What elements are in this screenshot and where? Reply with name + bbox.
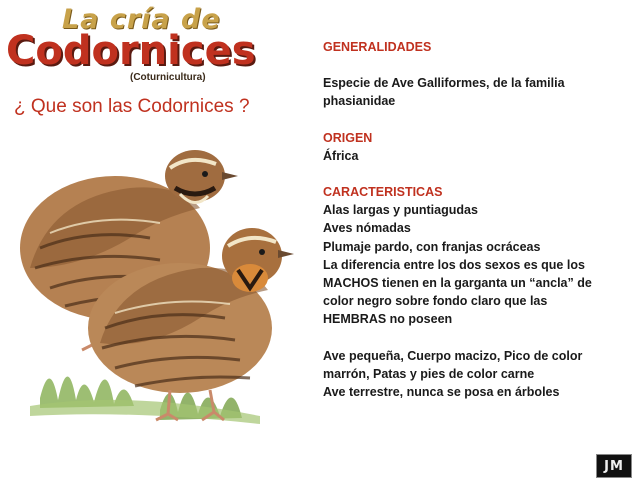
quail-pair-illustration bbox=[10, 128, 306, 428]
text-line: phasianidae bbox=[323, 94, 396, 109]
text-line: HEMBRAS no poseen bbox=[323, 312, 453, 327]
info-text-block bbox=[323, 38, 629, 401]
text-line: marrón, Patas y pies de color carne bbox=[323, 366, 535, 381]
heading-generalidades: GENERALIDADES bbox=[323, 40, 432, 54]
heading-caracteristicas: CARACTERISTICAS bbox=[323, 185, 443, 200]
text-line: Ave terrestre, nunca se posa en árboles bbox=[323, 385, 560, 400]
text-line: Plumaje pardo, con franjas ocráceas bbox=[323, 239, 541, 254]
logo-title-line2: Codornices bbox=[6, 28, 256, 74]
text-line: Ave pequeña, Cuerpo macizo, Pico de color bbox=[323, 348, 583, 363]
text-line: La diferencia entre los dos sexos es que los bbox=[323, 257, 585, 272]
text-line: Especie de Ave Galliformes, de la familia bbox=[323, 76, 565, 91]
logo-title-line1: La cría de bbox=[62, 4, 221, 35]
author-badge: JM bbox=[596, 454, 632, 478]
section-question: ¿ Que son las Codornices ? bbox=[14, 96, 250, 117]
text-line: Alas largas y puntiagudas bbox=[323, 203, 478, 218]
logo-subtitle: (Coturnicultura) bbox=[130, 72, 206, 83]
text-line: África bbox=[323, 148, 359, 163]
heading-origen: ORIGEN bbox=[323, 130, 373, 145]
text-line: MACHOS tienen en la garganta un “ancla” de bbox=[323, 276, 592, 291]
text-line: Aves nómadas bbox=[323, 221, 411, 236]
logo bbox=[6, 4, 256, 84]
text-line: color negro sobre fondo claro que las bbox=[323, 294, 548, 309]
